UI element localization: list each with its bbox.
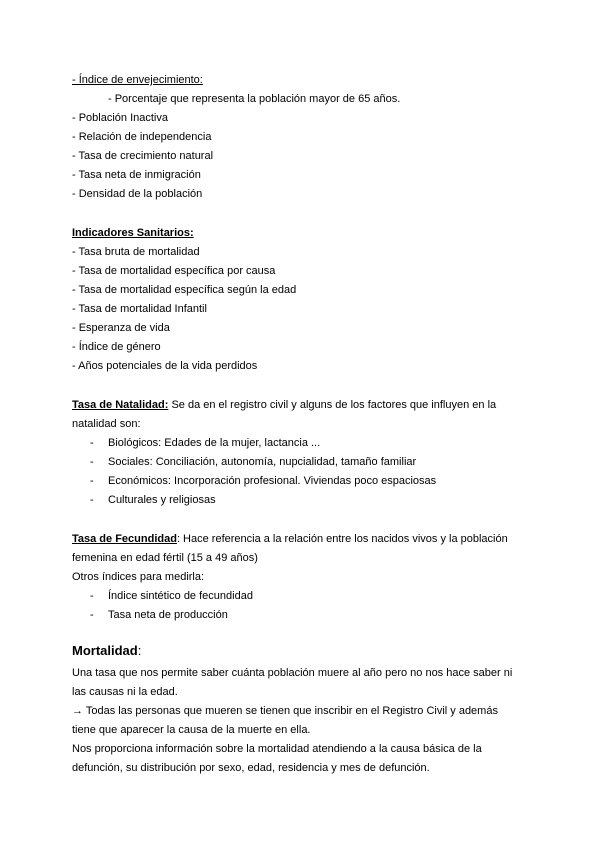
mortalidad-text: Nos proporciona información sobre la mortalidad atendiendo a la causa básica de la: [72, 743, 482, 755]
mortalidad-colon: :: [137, 643, 142, 658]
list-item: - Relación de independencia: [72, 131, 212, 143]
mortalidad-text: tiene que aparecer la causa de la muerte en ella.: [72, 724, 311, 736]
list-item: Tasa neta de producción: [108, 609, 228, 621]
natalidad-paragraph: [72, 398, 496, 412]
mortalidad-text: → Todas las personas que mueren se tienen que inscribir en el Registro Civil y además: [72, 705, 498, 717]
list-item: Culturales y religiosas: [108, 494, 216, 506]
list-item: - Índice de género: [72, 341, 161, 353]
mortalidad-text: las causas ni la edad.: [72, 686, 178, 698]
list-item: - Tasa de mortalidad específica según la edad: [72, 284, 297, 296]
list-item: - Densidad de la población: [72, 188, 203, 200]
bullet: -: [90, 456, 94, 468]
list-item: Económicos: Incorporación profesional. Viviendas poco espaciosas: [108, 475, 437, 487]
indice-envejecimiento-heading: - Índice de envejecimiento:: [72, 74, 203, 86]
list-item: - Tasa bruta de mortalidad: [72, 246, 200, 258]
bullet: -: [90, 590, 94, 602]
indice-envejecimiento-description: - Porcentaje que representa la población mayor de 65 años.: [108, 93, 401, 105]
mortalidad-title: Mortalidad: [72, 643, 138, 658]
mortalidad-text: defunción, su distribución por sexo, edad, residencia y mes de defunción.: [72, 762, 430, 774]
mortalidad-heading-row: [72, 644, 141, 658]
list-item: - Población Inactiva: [72, 112, 168, 124]
natalidad-text-continued: natalidad son:: [72, 418, 141, 430]
list-item: - Tasa de mortalidad Infantil: [72, 303, 207, 315]
fecundidad-otros-indices: Otros índices para medirla:: [72, 571, 205, 583]
list-item: - Tasa de mortalidad específica por causa: [72, 265, 276, 277]
bullet: -: [90, 494, 94, 506]
list-item: - Tasa neta de inmigración: [72, 169, 201, 181]
list-item: Sociales: Conciliación, autonomía, nupcialidad, tamaño familiar: [108, 456, 417, 468]
natalidad-text: Se da en el registro civil y alguns de los factores que influyen en la: [168, 399, 497, 411]
natalidad-title: Tasa de Natalidad:: [72, 399, 169, 411]
mortalidad-text: Una tasa que nos permite saber cuánta población muere al año pero no nos hace saber ni: [72, 667, 513, 679]
list-item: Índice sintético de fecundidad: [108, 590, 253, 602]
fecundidad-text: : Hace referencia a la relación entre los nacidos vivos y la población: [176, 533, 508, 545]
list-item: - Años potenciales de la vida perdidos: [72, 360, 258, 372]
fecundidad-text-continued: femenina en edad fértil (15 a 49 años): [72, 552, 258, 564]
fecundidad-title: Tasa de Fecundidad: [72, 533, 177, 545]
list-item: - Tasa de crecimiento natural: [72, 150, 214, 162]
bullet: -: [90, 437, 94, 449]
indicadores-sanitarios-heading: Indicadores Sanitarios:: [72, 227, 194, 239]
list-item: Biológicos: Edades de la mujer, lactancia ...: [108, 437, 321, 449]
bullet: -: [90, 475, 94, 487]
bullet: -: [90, 609, 94, 621]
fecundidad-paragraph: [72, 532, 508, 546]
list-item: - Esperanza de vida: [72, 322, 170, 334]
